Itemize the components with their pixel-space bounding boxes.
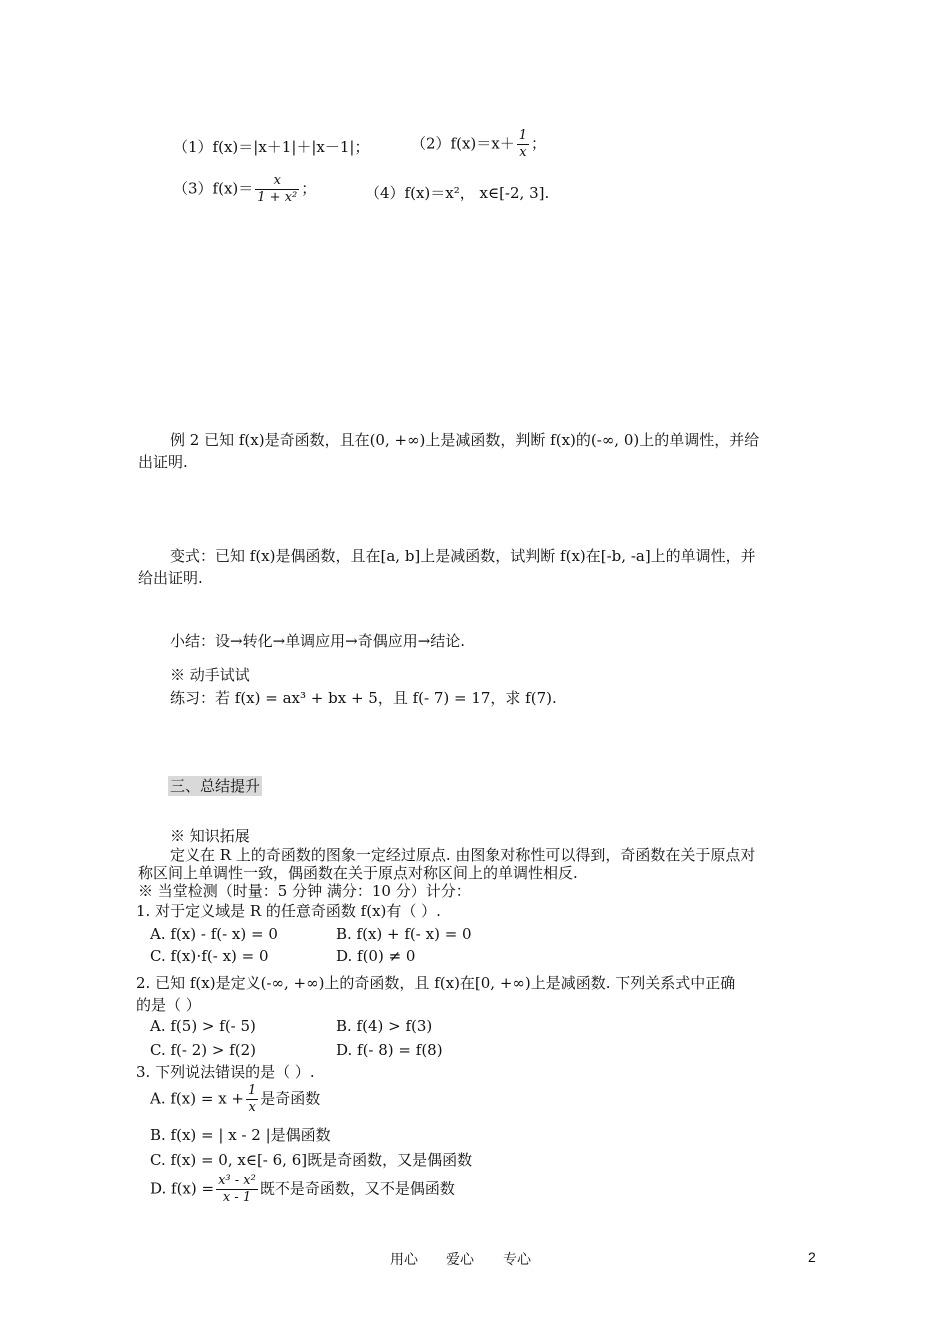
exercise-item-3-fraction (255, 173, 299, 206)
q2-option-b: B. f(4) > f(3) (336, 1017, 433, 1035)
fraction-denominator: 1 + x² (257, 190, 298, 205)
footer-middle: 爱心 (446, 1252, 474, 1268)
knowledge-line-1: 定义在 R 上的奇函数的图象一定经过原点. 由图象对称性可以得到，奇函数在关于原点对 (170, 846, 756, 864)
knowledge-line-2: 称区间上单调性一致，偶函数在关于原点对称区间上的单调性相反. (138, 864, 578, 882)
q2-option-d: D. f(- 8) = f(8) (336, 1041, 443, 1059)
q3-option-c: C. f(x) = 0, x∈[- 6, 6]既是奇函数，又是偶函数 (150, 1151, 473, 1169)
q3-option-a-fraction (246, 1083, 258, 1116)
q3-option-a (150, 1083, 320, 1116)
q3-option-d-suffix: 既不是奇函数，又不是偶函数 (259, 1179, 455, 1198)
fraction-numerator: x³ - x² (218, 1173, 256, 1188)
try-heading: ※ 动手试试 (170, 666, 250, 684)
variant-line-1: 变式：已知 f(x)是偶函数，且在[a, b]上是减函数，试判断 f(x)在[-b, -a]上的单调性，并 (170, 547, 756, 565)
fraction-numerator: 1 (518, 128, 527, 143)
q3-option-d-fraction (216, 1173, 258, 1206)
exercise-item-1: （1）f(x)＝|x＋1|＋|x－1|； (173, 138, 370, 156)
practice-line: 练习：若 f(x) = ax³ + bx + 5，且 f(- 7) = 17，求 f(7). (170, 689, 557, 707)
q2-option-c: C. f(- 2) > f(2) (150, 1041, 257, 1059)
q1-stem: 1. 对于定义域是 R 的任意奇函数 f(x)有（ ）. (136, 902, 441, 920)
section-3-heading (168, 776, 262, 796)
summary-line: 小结：设→转化→单调应用→奇偶应用→结论. (170, 632, 466, 650)
q3-option-a-suffix: 是奇函数 (260, 1089, 321, 1108)
q1-option-c: C. f(x)⋅f(- x) = 0 (150, 947, 269, 965)
check-heading: ※ 当堂检测（时量：5 分钟 满分：10 分）计分： (138, 882, 471, 900)
q3-option-d (150, 1173, 455, 1206)
footer-left: 用心 (390, 1252, 418, 1268)
footer-right: 专心 (503, 1252, 531, 1268)
fraction-denominator: x (519, 145, 527, 160)
q2-line-2: 的是（ ） (136, 996, 201, 1014)
fraction-denominator: x - 1 (222, 1190, 252, 1205)
variant-line-2: 给出证明. (138, 569, 203, 587)
q3-option-b: B. f(x) = | x - 2 |是偶函数 (150, 1126, 331, 1144)
q2-option-a: A. f(5) > f(- 5) (150, 1017, 256, 1035)
q1-option-a: A. f(x) - f(- x) = 0 (150, 925, 278, 943)
page-number: 2 (808, 1249, 816, 1265)
example-2-line-2: 出证明. (138, 453, 188, 471)
q3-stem: 3. 下列说法错误的是（ ）. (136, 1063, 315, 1081)
q2-line-1: 2. 已知 f(x)是定义(-∞, +∞)上的奇函数，且 f(x)在[0, +∞)上是减函数. 下列关系式中正确 (136, 974, 736, 992)
q1-option-b: B. f(x) + f(- x) = 0 (336, 925, 472, 943)
q3-option-a-prefix: A. f(x) = x + (150, 1089, 244, 1108)
exercise-item-2-fraction (517, 128, 529, 161)
exercise-item-2 (411, 128, 546, 161)
exercise-item-3-suffix: ； (301, 179, 317, 198)
fraction-denominator: x (248, 1100, 256, 1115)
fraction-numerator: x (255, 173, 299, 190)
q1-option-d: D. f(0) ≠ 0 (336, 947, 416, 965)
exercise-item-2-suffix: ； (531, 134, 547, 153)
example-2-line-1: 例 2 已知 f(x)是奇函数，且在(0, +∞)上是减函数，判断 f(x)的(-∞, 0)上的单调性，并给 (170, 431, 760, 449)
knowledge-heading: ※ 知识拓展 (170, 827, 250, 845)
exercise-item-3 (173, 173, 316, 206)
exercise-item-3-prefix: （3）f(x)＝ (173, 179, 254, 198)
exercise-item-2-prefix: （2）f(x)＝x＋ (411, 134, 515, 153)
q3-option-d-prefix: D. f(x) = (150, 1179, 215, 1198)
section-3-highlight: 三、总结提升 (170, 777, 261, 795)
exercise-item-4: （4）f(x)＝x²， x∈[-2, 3]. (365, 184, 550, 202)
fraction-numerator: 1 (247, 1083, 257, 1098)
